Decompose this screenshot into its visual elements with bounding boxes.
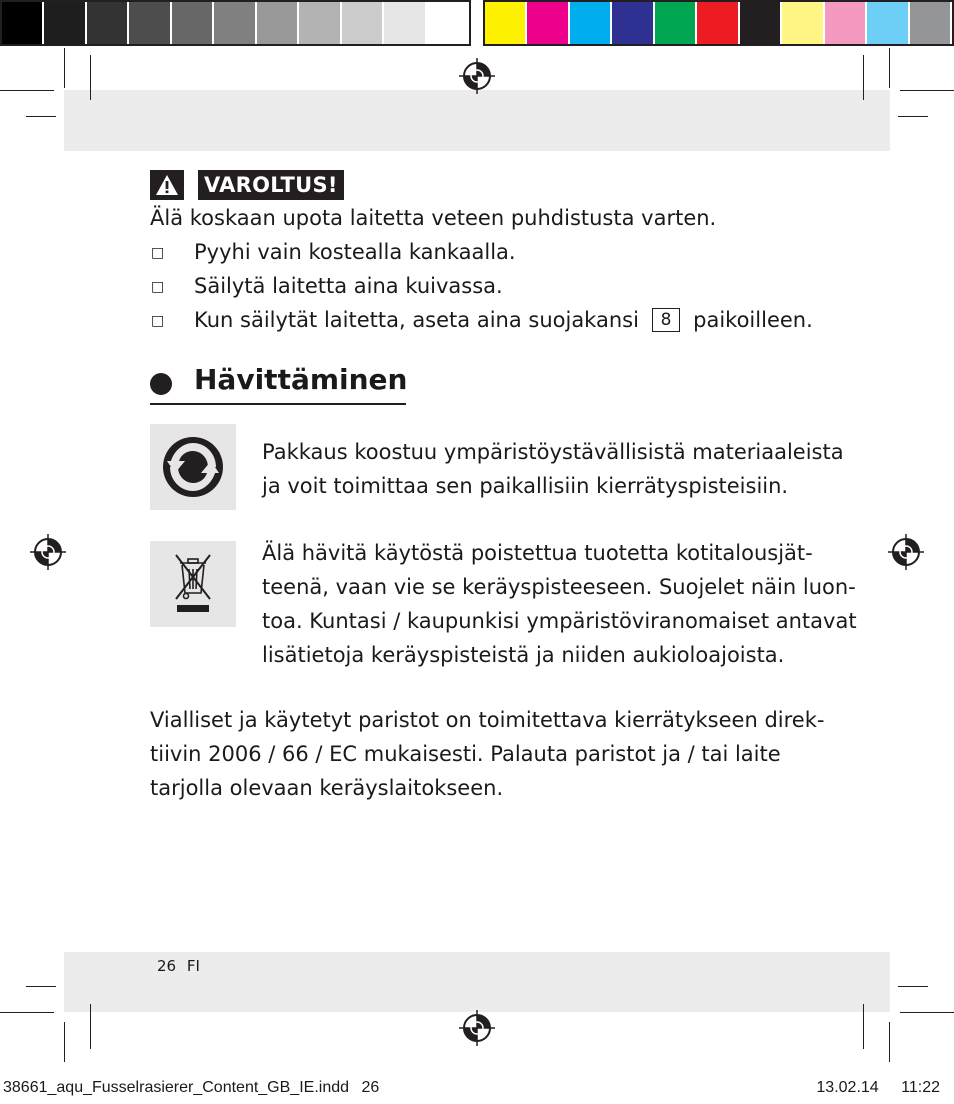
bullet-box: □ [151, 313, 165, 329]
crop-mark [898, 116, 928, 117]
color-swatch [825, 2, 865, 44]
warning-triangle-icon [150, 170, 184, 200]
warning-bullet-1: Pyyhi vain kostealla kankaalla. [194, 240, 516, 264]
part-reference-box: 8 [652, 308, 681, 332]
crop-mark [863, 55, 864, 100]
slug-page: 26 [361, 1079, 380, 1096]
crop-mark [898, 986, 928, 987]
weee-text-line: teenä, vaan vie se keräyspisteeseen. Suojelet näin luon- [262, 575, 856, 599]
color-swatch [87, 2, 127, 44]
battery-text-line: tarjolla olevaan keräyslaitokseen. [150, 776, 504, 800]
crop-mark [0, 1012, 54, 1013]
registration-mark-icon [459, 58, 495, 94]
crop-mark [64, 48, 65, 88]
crop-mark [863, 1004, 864, 1049]
registration-mark-icon [30, 534, 66, 570]
packaging-text-line: ja voit toimittaa sen paikallisiin kierrätyspisteisiin. [262, 474, 789, 498]
heading-underline [150, 403, 406, 405]
warning-text: Älä koskaan upota laitetta veteen puhdistusta varten. [150, 206, 717, 230]
color-swatch [384, 2, 424, 44]
warning-bullet-2: Säilytä laitetta aina kuivassa. [194, 274, 503, 298]
section-heading: Hävittäminen [194, 363, 408, 396]
crop-mark [90, 1004, 91, 1049]
color-swatch [655, 2, 695, 44]
crop-mark [26, 116, 56, 117]
color-swatch [172, 2, 212, 44]
bullet-box: □ [151, 279, 165, 295]
color-swatch [570, 2, 610, 44]
slug-file-info [3, 1079, 379, 1097]
registration-mark-icon [459, 1010, 495, 1046]
warning-bullet-3 [194, 303, 813, 337]
slug-filename: 38661_aqu_Fusselrasierer_Content_GB_IE.indd [3, 1079, 350, 1096]
weee-text-line: Älä hävitä käytöstä poistettua tuotetta kotitalousjät- [262, 541, 813, 565]
warning-label: VAROLTUS! [198, 170, 344, 200]
slug-date: 13.02.14 [816, 1079, 879, 1096]
slug-datetime [816, 1079, 940, 1097]
color-swatch [485, 2, 525, 44]
color-swatch [2, 2, 42, 44]
heading-bullet-dot [150, 373, 172, 395]
color-swatch [612, 2, 652, 44]
color-swatch [867, 2, 907, 44]
crop-mark [90, 55, 91, 100]
crop-mark [0, 90, 54, 91]
color-swatch [697, 2, 737, 44]
page-number: 26 [157, 957, 177, 975]
bullet-box: □ [151, 245, 165, 261]
green-dot-recycling-icon [150, 424, 236, 510]
color-swatch [214, 2, 254, 44]
weee-text-line: lisätietoja keräyspisteistä ja niiden aukioloajoista. [262, 643, 785, 667]
color-swatch [910, 2, 950, 44]
page-language: FI [186, 957, 200, 975]
color-swatch [129, 2, 169, 44]
registration-mark-icon [888, 534, 924, 570]
battery-text-line: Vialliset ja käytetyt paristot on toimitettava kierrätykseen direk- [150, 708, 825, 732]
color-swatch [342, 2, 382, 44]
color-swatch [527, 2, 567, 44]
color-swatch [299, 2, 339, 44]
bullet-3-text-before: Kun säilytät laitetta, aseta aina suojakansi [194, 308, 639, 332]
color-swatch [740, 2, 780, 44]
battery-text-line: tiivin 2006 / 66 / EC mukaisesti. Palauta paristot ja / tai laite [150, 742, 781, 766]
crop-mark [889, 48, 890, 88]
crop-mark [900, 90, 954, 91]
color-swatch [782, 2, 822, 44]
crop-mark [64, 1022, 65, 1062]
page-footer [157, 957, 200, 975]
header-band [64, 90, 890, 151]
packaging-text-line: Pakkaus koostuu ympäristöystävällisistä materiaaleista [262, 440, 844, 464]
weee-text-line: toa. Kuntasi / kaupunkisi ympäristöviranomaiset antavat [262, 609, 857, 633]
bullet-3-text-after: paikoilleen. [693, 308, 813, 332]
crossed-out-bin-icon [150, 541, 236, 627]
crop-mark [889, 1022, 890, 1062]
crop-mark [900, 1012, 954, 1013]
slug-time: 11:22 [901, 1079, 940, 1096]
crop-mark [26, 986, 56, 987]
warning-header [150, 170, 344, 200]
color-swatch [257, 2, 297, 44]
color-swatch [427, 2, 467, 44]
color-swatch [44, 2, 84, 44]
